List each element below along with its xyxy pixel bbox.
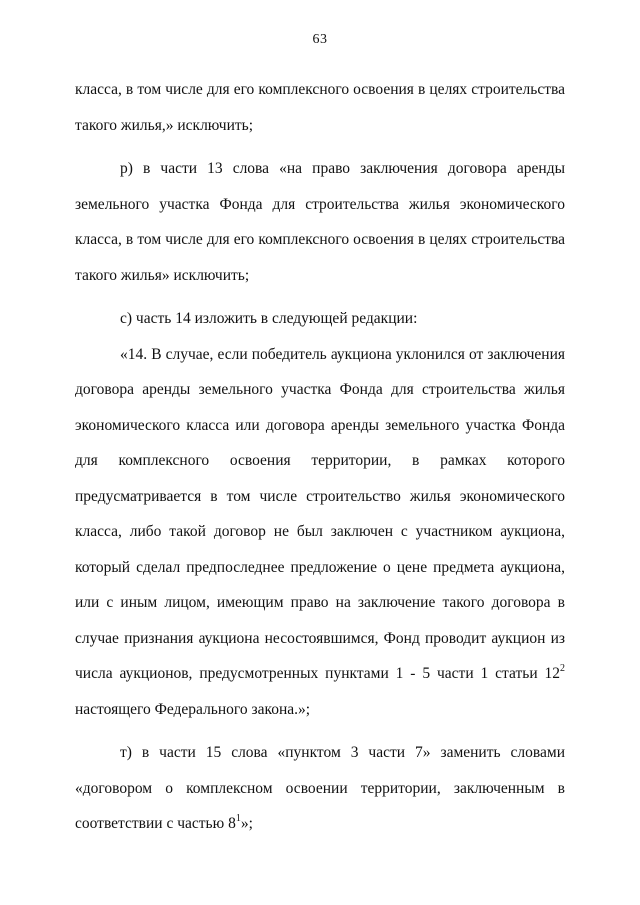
page-number: 63: [312, 32, 328, 47]
document-body: [75, 72, 565, 842]
paragraph-text: т) в части 15 слова «пунктом 3 части 7» заменить словами «договором о комплексном освоении территории, заключенным в соответствии с частью 8: [75, 744, 565, 832]
paragraph-item-r: [75, 151, 565, 293]
paragraph-quoted-part-14: [75, 337, 565, 728]
paragraph-text: с) часть 14 изложить в следующей редакции:: [120, 310, 418, 327]
paragraph-tail: настоящего Федерального закона.»;: [75, 700, 311, 718]
paragraph-tail: »;: [240, 815, 253, 832]
paragraph-text: «14. В случае, если победитель аукциона уклонился от заключения договора аренды земельного участка Фонда для строительства жилья экономического класса или договора аренды земельного участка Фонда для комплексного освоения территории, в рамках которого предусматривается в том числе строительство жилья экономического класса, либо такой договор не был заключен с участником аукциона, который сделал предпоследнее предложение о цене предмета аукциона, или с иным лицом, имеющим право на заключение такого договора в случае признания аукциона несостоявшимся, Фонд проводит аукцион из числа аукционов, предусмотренных пунктами 1 - 5 части 1 статьи 12: [75, 345, 565, 682]
superscript: 1: [235, 813, 241, 824]
paragraph-item-s: [75, 301, 565, 337]
paragraph-item-t: [75, 735, 565, 842]
paragraph-text: класса, в том числе для его комплексного освоения в целях строительства такого жилья,» исключить;: [75, 81, 565, 134]
paragraph-continuation: [75, 72, 565, 143]
paragraph-text: р) в части 13 слова «на право заключения договора аренды земельного участка Фонда для строительства жилья экономического класса, в том числе для его комплексного освоения в целях строительства такого жилья» исключить;: [75, 160, 565, 284]
superscript: 2: [560, 663, 565, 674]
